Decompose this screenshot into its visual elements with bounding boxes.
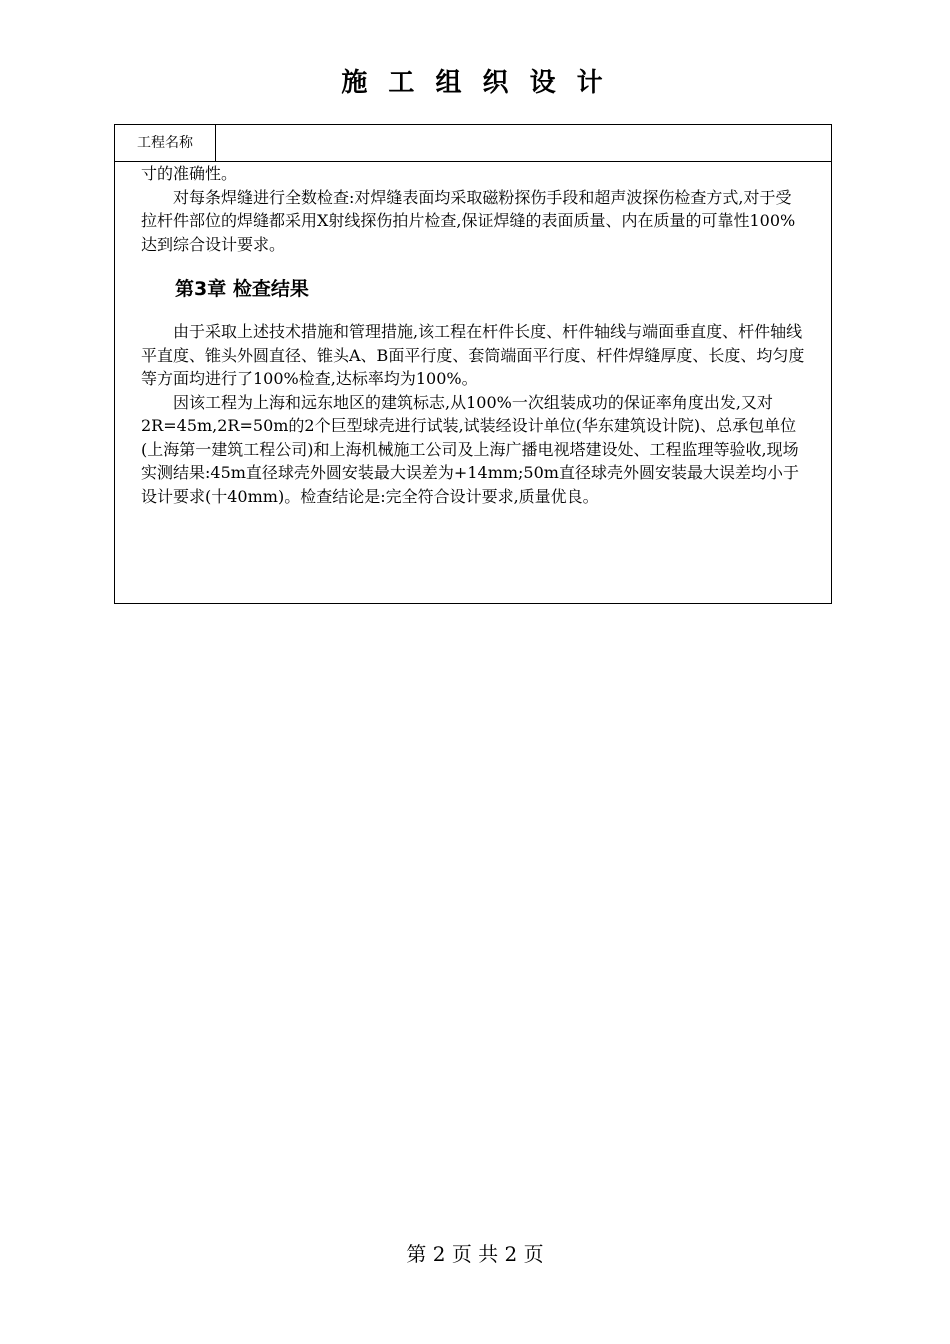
project-name-value	[216, 125, 831, 161]
project-name-row	[115, 125, 831, 162]
page-footer: 第 2 页 共 2 页	[406, 1242, 544, 1266]
project-name-label: 工程名称	[115, 125, 216, 161]
paragraph-measures: 由于采取上述技术措施和管理措施,该工程在杆件长度、杆件轴线与端面垂直度、杆件轴线平直度、锥头外圆直径、锥头A、B面平行度、套筒端面平行度、杆件焊缝厚度、长度、均匀度等方面均进行了100%检查,达标率均为100%。	[141, 322, 805, 388]
paragraph-weld-inspection: 对每条焊缝进行全数检查:对焊缝表面均采取磁粉探伤手段和超声波探伤检查方式,对于受拉杆件部位的焊缝都采用X射线探伤拍片检查,保证焊缝的表面质量、内在质量的可靠性100%达到综合设计要求。	[141, 187, 796, 254]
document-body	[115, 162, 831, 508]
chapter-heading: 第3章 检查结果	[175, 278, 309, 300]
document-title: 施 工 组 织 设 计	[341, 68, 609, 98]
paragraph-conclusion: 因该工程为上海和远东地区的建筑标志,从100%一次组装成功的保证率角度出发,又对2R=45m,2R=50m的2个巨型球壳进行试装,试装经设计单位(华东建筑设计院)、总承包单位(上海第一建筑工程公司)和上海机械施工公司及上海广播电视塔建设处、工程监理等验收,现场实测结果:45m直径球壳外圆安装最大误差为+14mm;50m直径球壳外圆安装最大误差均小于设计要求(十40mm)。检查结论是:完全符合设计要求,质量优良。	[141, 392, 799, 506]
paragraph-continuation: 寸的准确性。	[141, 164, 238, 183]
content-frame	[114, 124, 832, 604]
